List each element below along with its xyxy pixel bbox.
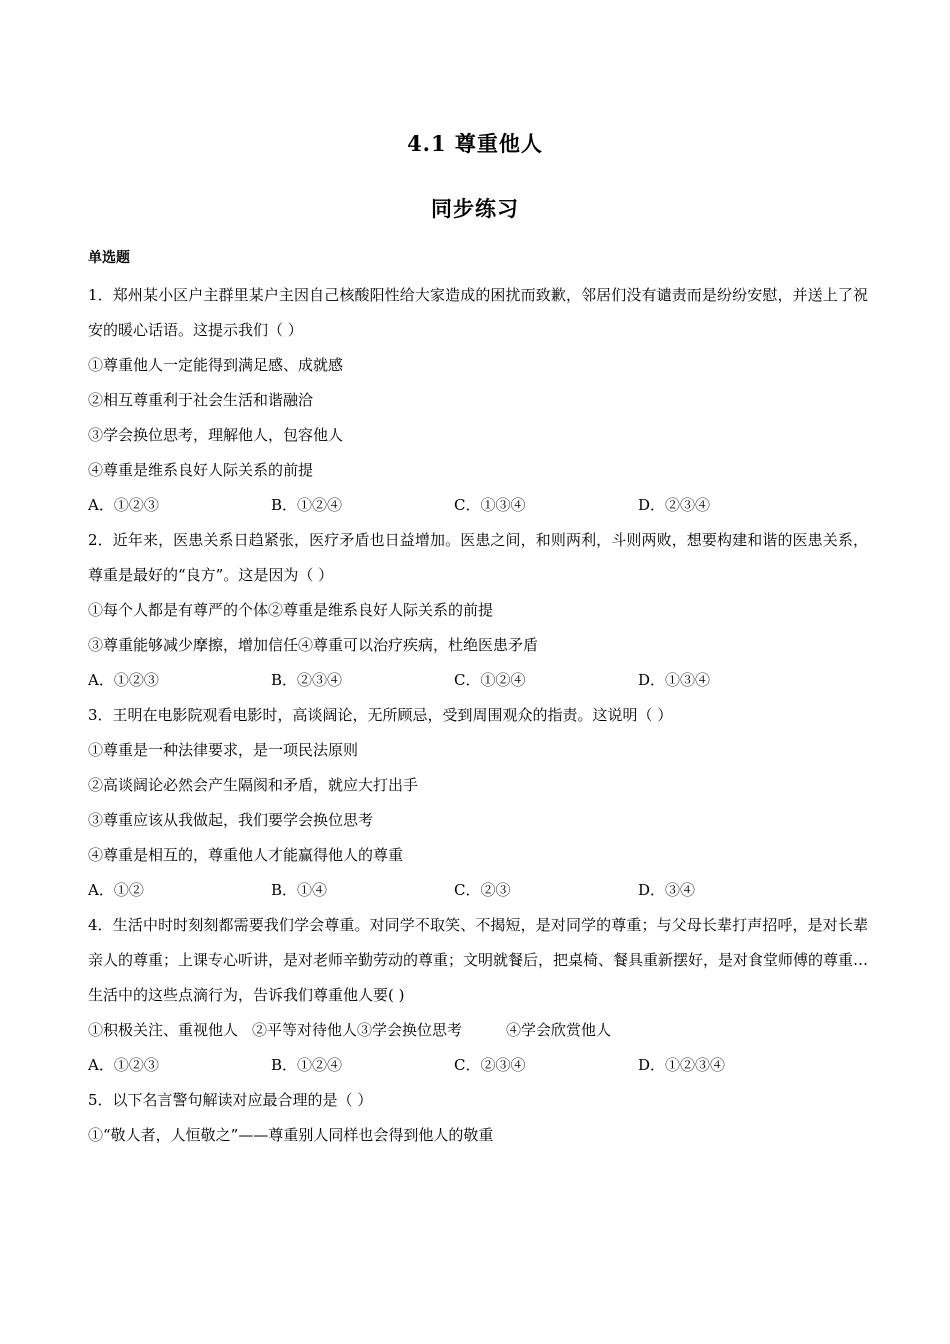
choice-d: D．③④ — [638, 881, 696, 899]
question-list — [88, 278, 868, 1153]
choice-c: C．②③ — [454, 881, 511, 899]
choice-b: B．①②④ — [271, 496, 343, 514]
choice-b: B．②③④ — [271, 671, 343, 689]
statement-option: ④学会欣赏他人 — [506, 1021, 612, 1039]
question-stem: 5．以下名言警句解读对应最合理的是（ ） — [88, 1091, 373, 1109]
answer-choices — [88, 663, 868, 698]
statement-option: ①“敬人者，人恒敬之”——尊重别人同样也会得到他人的敬重 — [88, 1126, 494, 1144]
statement-options-inline — [88, 1013, 868, 1048]
choice-a: A．①②③ — [88, 1056, 159, 1074]
choice-c: C．①②④ — [454, 671, 526, 689]
statement-option: ②相互尊重利于社会生活和谐融洽 — [88, 391, 314, 409]
question-4 — [88, 908, 868, 1083]
answer-choices — [88, 488, 868, 523]
statement-option: ②平等对待他人 — [252, 1021, 358, 1039]
statement-option: ②高谈阔论必然会产生隔阂和矛盾，就应大打出手 — [88, 776, 419, 794]
statement-option: ①尊重他人一定能得到满足感、成就感 — [88, 356, 344, 374]
statement-option: ①尊重是一种法律要求，是一项民法原则 — [88, 741, 359, 759]
section-label: 单选题 — [88, 250, 130, 266]
choice-a: A．①②③ — [88, 671, 159, 689]
statement-option: ④尊重是维系良好人际关系的前提 — [88, 461, 314, 479]
choice-d: D．①②③④ — [638, 1056, 726, 1074]
question-stem: 2．近年来，医患关系日趋紧张，医疗矛盾也日益增加。医患之间，和则两利，斗则两败，想要构建和谐的医患关系，尊重是最好的“良方”。这是因为（ ） — [88, 531, 868, 584]
question-stem: 3．王明在电影院观看电影时，高谈阔论，无所顾忌，受到周围观众的指责。这说明（ ） — [88, 706, 673, 724]
document-subtitle: 同步练习 — [431, 196, 519, 221]
question-3 — [88, 698, 868, 908]
choice-c: C．②③④ — [454, 1056, 526, 1074]
choice-c: C．①③④ — [454, 496, 526, 514]
statement-option: ③尊重能够减少摩擦，增加信任④尊重可以治疗疾病，杜绝医患矛盾 — [88, 636, 539, 654]
question-5 — [88, 1083, 868, 1153]
statement-option: ③尊重应该从我做起，我们要学会换位思考 — [88, 811, 374, 829]
document-title: 4.1 尊重他人 — [407, 131, 543, 156]
question-2 — [88, 523, 868, 698]
statement-option: ①每个人都是有尊严的个体②尊重是维系良好人际关系的前提 — [88, 601, 494, 619]
choice-b: B．①④ — [271, 881, 328, 899]
choice-a: A．①② — [88, 881, 144, 899]
answer-choices — [88, 1048, 868, 1083]
question-stem: 1．郑州某小区户主群里某户主因自己核酸阳性给大家造成的困扰而致歉，邻居们没有谴责而是纷纷安慰，并送上了祝安的暖心话语。这提示我们（ ） — [88, 286, 868, 339]
choice-d: D．②③④ — [638, 496, 711, 514]
statement-option: ③学会换位思考，理解他人，包容他人 — [88, 426, 344, 444]
answer-choices — [88, 873, 868, 908]
choice-d: D．①③④ — [638, 671, 711, 689]
question-1 — [88, 278, 868, 523]
choice-a: A．①②③ — [88, 496, 159, 514]
question-stem: 4．生活中时时刻刻都需要我们学会尊重。对同学不取笑、不揭短，是对同学的尊重；与父母长辈打声招呼，是对长辈亲人的尊重；上课专心听讲，是对老师辛勤劳动的尊重；文明就餐后，把桌椅、餐具重新摆好，是对食堂师傅的尊重…生活中的这些点滴行为，告诉我们尊重他人要( ) — [88, 916, 869, 1004]
statement-option: ③学会换位思考 — [357, 1021, 463, 1039]
choice-b: B．①②④ — [271, 1056, 343, 1074]
statement-option: ④尊重是相互的，尊重他人才能赢得他人的尊重 — [88, 846, 404, 864]
statement-option: ①积极关注、重视他人 — [88, 1021, 239, 1039]
